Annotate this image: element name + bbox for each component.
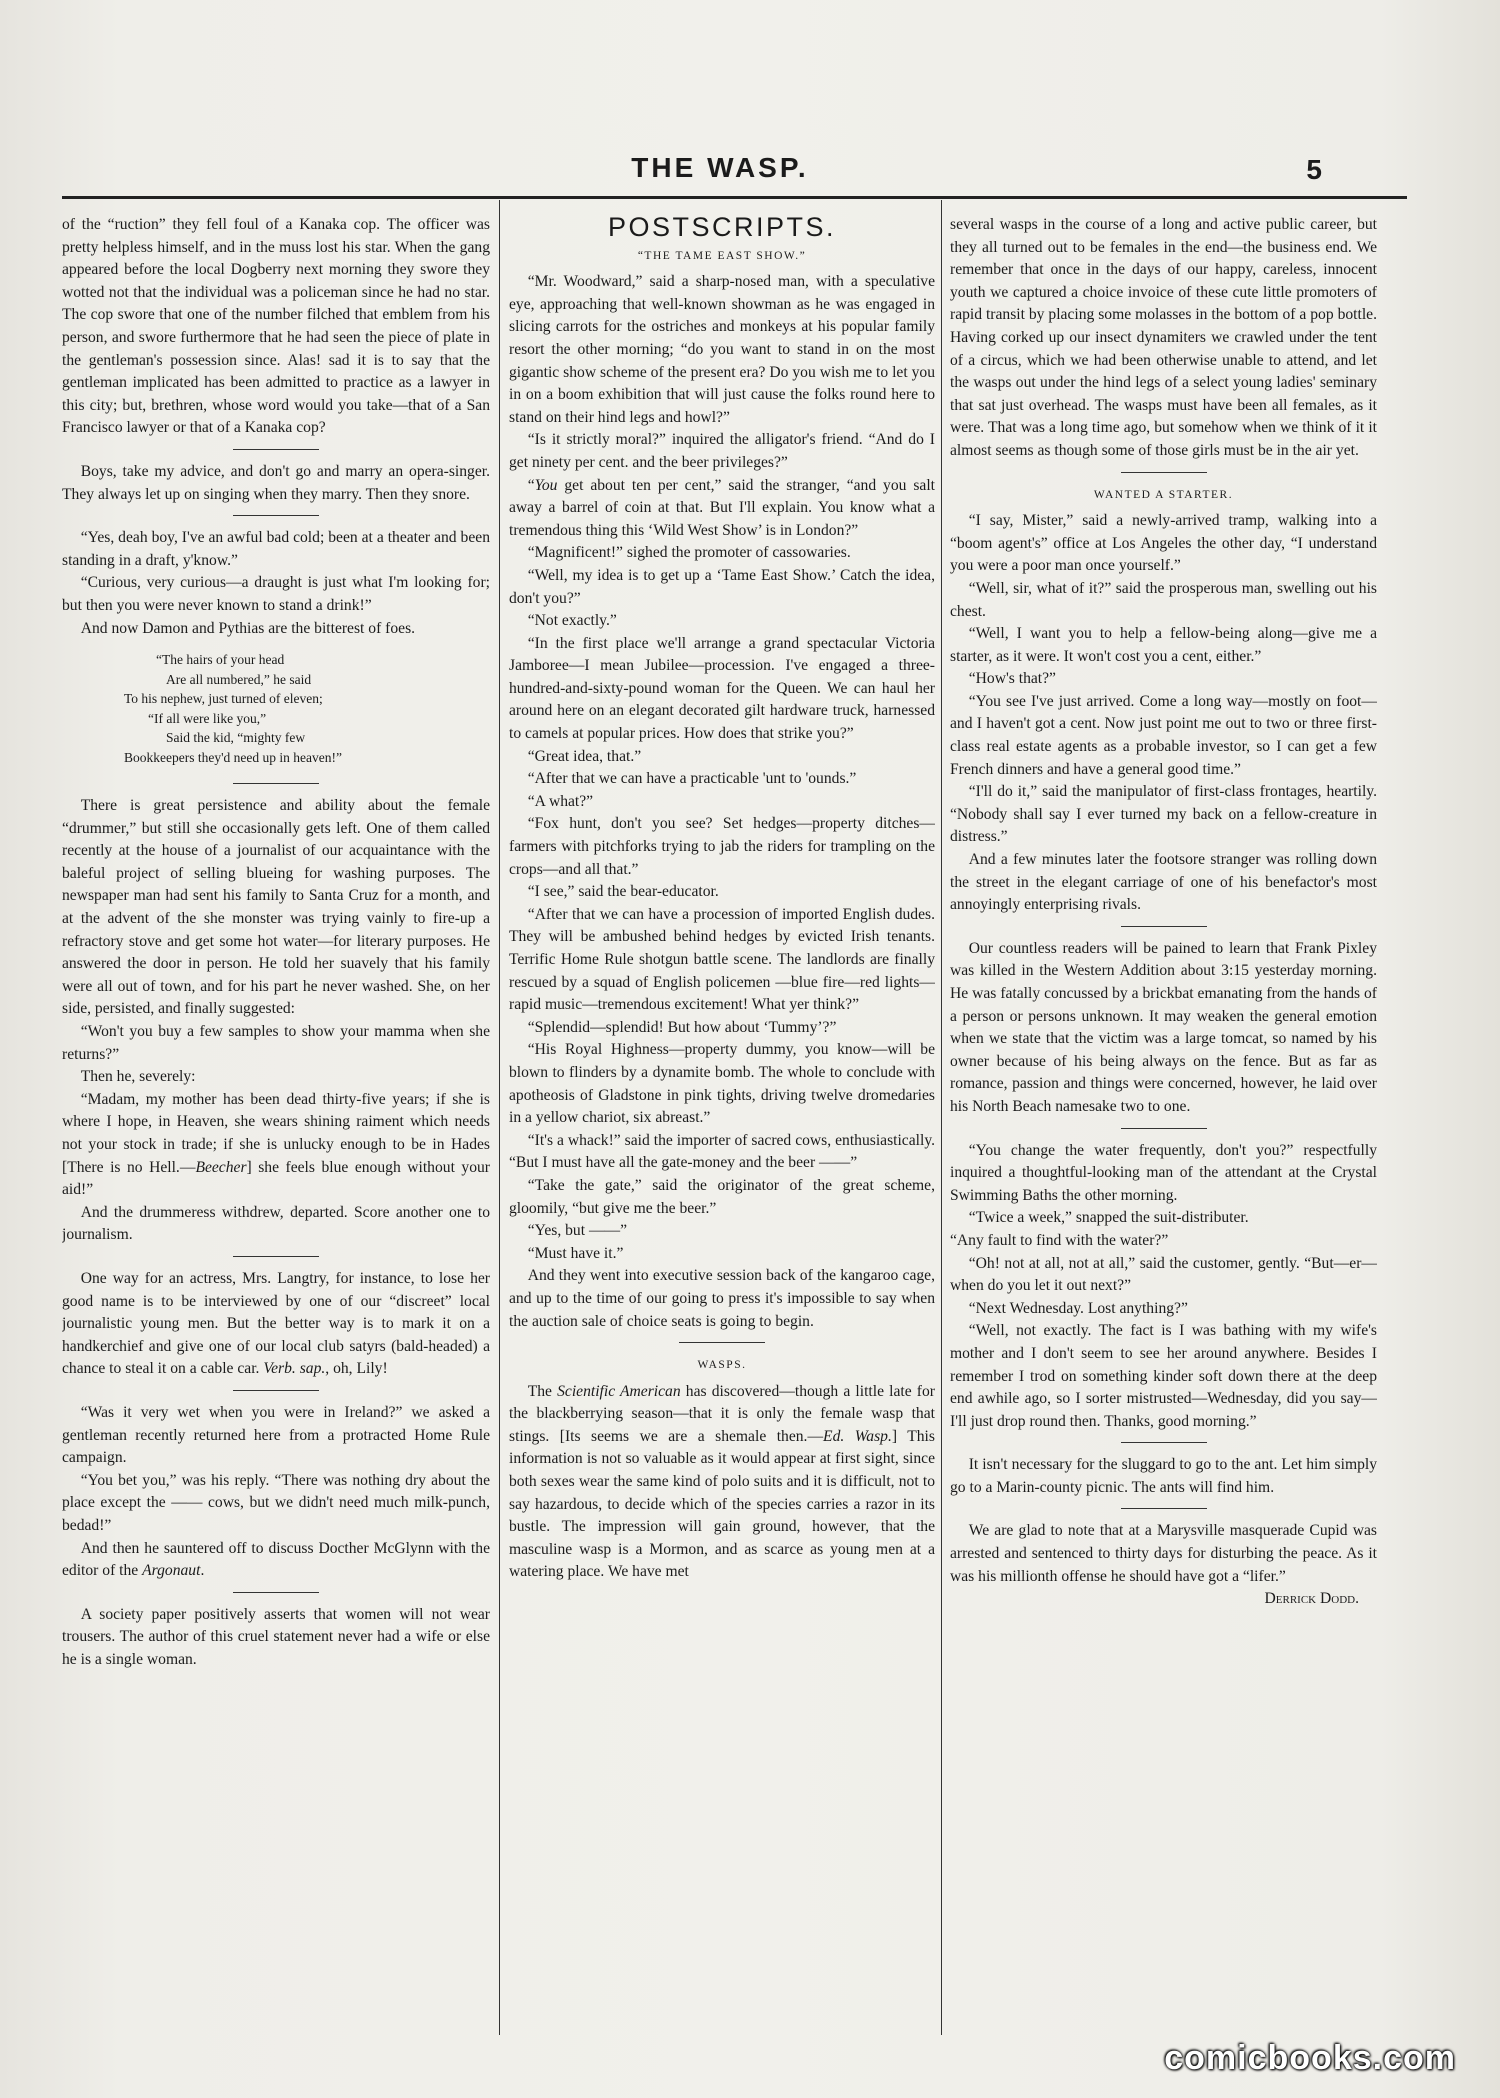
italic-text: Ed. Wasp. [823,1427,892,1445]
author-signature: Derrick Dodd. [1264,1590,1359,1608]
paragraph: “Twice a week,” snapped the suit-distributer. [968,1209,1249,1227]
section-divider [1121,1442,1207,1443]
text-run: has discovered—though a little late for the blackberrying season—that it is only the female wasp that stings. [Its seems we are a shemale then.— [509,1382,935,1445]
paragraph [62,1538,490,1583]
paragraph: “You bet you,” was his reply. “There was nothing dry about the place except the —— cows, but we didn't need much milk-punch, bedad!” [62,1471,490,1534]
section-divider [1121,472,1207,473]
text-run: “Madam, my mother has been dead thirty-five years; if she is where I hope, in Heaven, she wears shining raiment which needs not your stock in trade; if she is unlucky enough to be in Hades [There is no Hell.— [62,1090,490,1176]
italic-text: Scientific American [557,1382,681,1400]
paragraph: “Well, sir, what of it?” said the prosperous man, swelling out his chest. [950,579,1377,620]
column-divider [499,200,500,2035]
section-divider [233,1592,319,1593]
paragraph [62,1268,490,1381]
paragraph: “You see I've just arrived. Come a long way—mostly on foot—and I haven't got a cent. Now just point me out to two or three first-class real estate agents as a probable investor, so I can get a few French dinners and have a general good time.” [950,692,1377,778]
paragraph: “Well, my idea is to get up a ‘Tame East Show.’ Catch the idea, don't you?” [509,566,935,607]
paragraph: “Take the gate,” said the originator of the great scheme, gloomily, “but give me the beer.” [509,1176,935,1217]
paragraph: “I'll do it,” said the manipulator of first-class frontages, heartily. “Nobody shall say I ever turned my back on a fellow-creature in distress.” [950,783,1377,846]
column-left [62,214,490,2032]
paragraph: There is great persistence and ability about the female “drummer,” but still she occasionally gets left. One of them called recently at the house of a journalist of our acquaintance with the baleful project of selling blueing for washing purposes. The newspaper man had sent his family to Santa Cruz for a month, and at the advent of the she monster was trying vainly to fire-up a refractory stove and get some hot water—for literary purposes. He answered the door in person. He told her suavely that his family were all out of town, and for his part he never washed. She, on her side, persisted, and finally suggested: [62,797,490,1018]
paragraph: of the “ruction” they fell foul of a Kanaka cop. The officer was pretty helpless himself, and in the muss lost his star. When the gang appeared before the local Dogberry next morning they swore they wotted not that the individual was a policeman since he had no star. The cop swore that one of the number filched that emblem from his person, and swore furthermore that he had seen the piece of plate in the gentleman's possession since. Alas! sad it is to say that the gentleman implicated has been admitted to practice as a lawyer in this city; but, brethren, whose word would you take—that of a San Francisco lawyer or that of a Kanaka cop? [62,216,490,437]
paragraph: “Was it very wet when you were in Ireland?” we asked a gentleman recently returned here from a protracted Home Rule campaign. [62,1403,490,1467]
section-divider [1121,1508,1207,1509]
text-run: ] This information is not so valuable as it would appear at first sight, since both sexes wear the same kind of polo suits and it is difficult, not to say hazardous, to decide which of the species carries a razor in its bustle. The impression will gain ground, however, that the masculine wasp is a Mormon, and as scarce as young men at a watering place. We have met [509,1427,935,1581]
text-run: And then he sauntered off to discuss Docther McGlynn with the editor of the [62,1539,490,1580]
paragraph: And the drummeress withdrew, departed. Score another one to journalism. [62,1203,490,1244]
paragraph: We are glad to note that at a Marysville masquerade Cupid was arrested and sentenced to thirty days for disturbing the peace. As it was his millionth offense he should have got a “lifer.” [950,1522,1377,1585]
section-divider [233,1390,319,1391]
paragraph: Our countless readers will be pained to learn that Frank Pixley was killed in the Western Addition about 3:15 yesterday morning. He was fatally concussed by a brickbat emanating from the hands of a person or persons unknown. It may weaken the general emotion when we state that the victim was a large tomcat, so named by his owner because of his being always on the fence. But as far as romance, passion and things were concerned, however, he laid over his North Beach namesake two to one. [950,939,1377,1115]
paragraph: It isn't necessary for the sluggard to go to the ant. Let him simply go to a Marin-county picnic. The ants will find him. [950,1456,1377,1496]
section-divider [233,515,319,516]
paragraph: “Must have it.” [527,1244,624,1262]
subheading: WASPS. [697,1359,747,1372]
text-run: One way for an actress, Mrs. Langtry, for instance, to lose her good name is to be interviewed by one of our “discreet” local journalistic young men. But the better way is to mark it on a handkerchief and give one of our local club satyrs (bald-headed) a chance to steal it on a cable car. [62,1269,490,1378]
section-divider [679,1342,765,1343]
paragraph: And now Damon and Pythias are the bitterest of foes. [80,619,416,637]
paragraph [509,1381,935,1584]
header-rule [62,196,1407,199]
section-divider [1121,926,1207,927]
subheading: “THE TAME EAST SHOW.” [637,249,807,262]
paragraph: “Curious, very curious—a draught is just what I'm looking for; but then you were never known to stand a drink!” [62,574,490,614]
paragraph: “Fox hunt, don't you see? Set hedges—property ditches—farmers with pitchforks trying to jab the riders for trampling on the crops—and all that.” [509,815,935,878]
italic-text: You [534,476,558,494]
section-divider [1121,1128,1207,1129]
subheading: WANTED A STARTER. [1093,488,1234,501]
page-number: 5 [1306,154,1322,185]
paragraph: “After that we can have a procession of imported English dudes. They will be ambushed behind hedges by evicted Irish tenants. Terrific Home Rule shotgun battle scene. The landlords are finally rescued by a squad of English policemen —blue fire—red lights—rapid music—tremendous excitement! What yer think?” [509,905,935,1014]
italic-text: Beecher [195,1158,247,1176]
paragraph: “Magnificent!” sighed the promoter of cassowaries. [527,544,851,562]
masthead: THE WASP. [631,152,809,183]
paragraph: “Is it strictly moral?” inquired the alligator's friend. “And do I get ninety per cent. and the beer privileges?” [509,431,935,471]
paragraph: several wasps in the course of a long and active public career, but they all turned out to be females in the end—the business end. We remember that once in the days of our happy, careless, innocent youth we captured a choice invoice of these cute little promoters of rapid transit by placing some molasses in the bottom of a pop bottle. Having corked up our insect dynamiters we crawled under the tent of a circus, which we had been otherwise unable to attend, and let the wasps out under the hind legs of a select young ladies' seminary that sat just overhead. The wasps must have been all females, as it were. That was a long time ago, but somehow when we think of it it almost seems as though some of those girls must be in the air yet. [950,216,1377,459]
poem-line: Bookkeepers they'd need up in heaven!” [124,749,342,765]
paragraph: “How's that?” [968,670,1056,688]
text-run: . [200,1562,205,1580]
poem-line: Said the kid, “mighty few [166,730,306,746]
page-header [0,152,1500,186]
column-middle [509,214,935,2032]
paragraph: Boys, take my advice, and don't go and marry an opera-singer. They always let up on singing when they marry. Then they snore. [62,462,490,503]
paragraph: “His Royal Highness—property dummy, you know—will be blown to flinders by a dynamite bomb. The whole to conclude with apotheosis of Gladstone in pink tights, driving twelve dromedaries in a yellow chariot, six abreast.” [509,1041,935,1127]
text-run: get about ten per cent,” said the stranger, “and you salt away a barrel of coin at that. But I'll explain. You know what a tremendous thing this ‘Wild West Show’ is in London?” [509,476,935,539]
poem [62,650,490,767]
paragraph: “It's a whack!” said the importer of sacred cows, enthusiastically. “But I must have all the gate-money and the beer ——” [509,1131,935,1172]
paragraph: “Great idea, that.” [527,747,642,765]
section-divider [233,449,319,450]
paragraph: “Mr. Woodward,” said a sharp-nosed man, with a speculative eye, approaching that well-known showman as he was engaged in slicing carrots for the ostriches and monkeys at his popular family resort the other morning; “do you want to stand in on the most gigantic show scheme of the present era? Do you wish me to let you in on a boom exhibition that will just cause the folks round here to stand on their hind legs and howl?” [509,273,935,426]
section-divider [233,1256,319,1257]
poem-line: “If all were like you,” [148,710,267,726]
paragraph: “In the first place we'll arrange a grand spectacular Victoria Jamboree—I mean Jubilee—procession. I've engaged a three-hundred-and-sixty-pound woman for the Queen. We can haul her around here on an elegant decorated gilt hardware truck, harnessed to camels at popular prices. How does that strike you?” [509,634,935,743]
text-run: ] she feels blue enough without your aid!” [62,1158,490,1199]
paragraph: “Not exactly.” [527,612,617,630]
poem-line: Are all numbered,” he said [166,671,312,687]
paragraph: A society paper positively asserts that women will not wear trousers. The author of this cruel statement never had a wife or else he is a single woman. [62,1605,490,1668]
paragraph: “I see,” said the bear-educator. [527,883,719,901]
paragraph: “Yes, deah boy, I've an awful bad cold; been at a theater and been standing in a draft, y'know.” [62,529,490,569]
paragraph: “Oh! not at all, not at all,” said the customer, gently. “But—er—when do you let it out next?” [950,1254,1377,1295]
poem-line: To his nephew, just turned of eleven; [124,691,323,707]
italic-text: Argonaut [142,1562,201,1580]
column-right [950,214,1377,2032]
paragraph [62,1089,490,1202]
paragraph: “Any fault to find with the water?” [950,1231,1169,1249]
text-run: The [527,1382,558,1400]
paragraph: “Won't you buy a few samples to show your mamma when she returns?” [62,1023,490,1063]
paragraph: “After that we can have a practicable 'unt to 'ounds.” [527,770,857,788]
column-divider [941,200,942,2035]
paragraph: “Yes, but ——” [527,1222,628,1240]
paragraph: Then he, severely: [80,1068,196,1086]
paragraph: “I say, Mister,” said a newly-arrived tramp, walking into a “boom agent's” office at Los Angeles the other day, “I understand you were a poor man once yourself.” [950,512,1377,575]
paragraph: “Well, not exactly. The fact is I was bathing with my wife's mother and I don't seem to see her around anywhere. Besides I remember I trod on something kinder soft down there at the deep end awhile ago, so I sorter mistrusted—Wednesday, did you say—I'll just drop round then. Thanks, good morning.” [950,1322,1377,1430]
watermark: comicbooks.com [1164,2039,1456,2077]
section-title: POSTSCRIPTS. [607,214,837,242]
paragraph: “A what?” [527,792,594,810]
poem-line: “The hairs of your head [156,652,285,668]
paragraph: “Splendid—splendid! But how about ‘Tummy’?” [527,1018,837,1036]
paragraph: And a few minutes later the footsore stranger was rolling down the street in the elegant carriage of one of his benefactor's most annoyingly enterprising rivals. [950,851,1377,914]
text-run: , oh, Lily! [325,1360,388,1378]
paragraph: “Next Wednesday. Lost anything?” [968,1299,1188,1317]
section-divider [233,783,319,784]
paragraph: “You change the water frequently, don't you?” respectfully inquired a thoughtful-looking man of the attendant at the Crystal Swimming Baths the other morning. [950,1141,1377,1204]
paragraph: “You get about ten per cent,” said the stranger, “and you salt away a barrel of coin at that. But I'll explain. You know what a tremendous thing this ‘Wild West Show’ is in London?” [509,476,935,539]
italic-text: Verb. sap. [263,1360,326,1378]
paragraph: And they went into executive session back of the kangaroo cage, and up to the time of our going to press it's impossible to say when the auction sale of choice seats is going to begin. [509,1267,935,1330]
paragraph: “Well, I want you to help a fellow-being along—give me a starter, as it were. It won't cost you a cent, either.” [950,625,1377,665]
